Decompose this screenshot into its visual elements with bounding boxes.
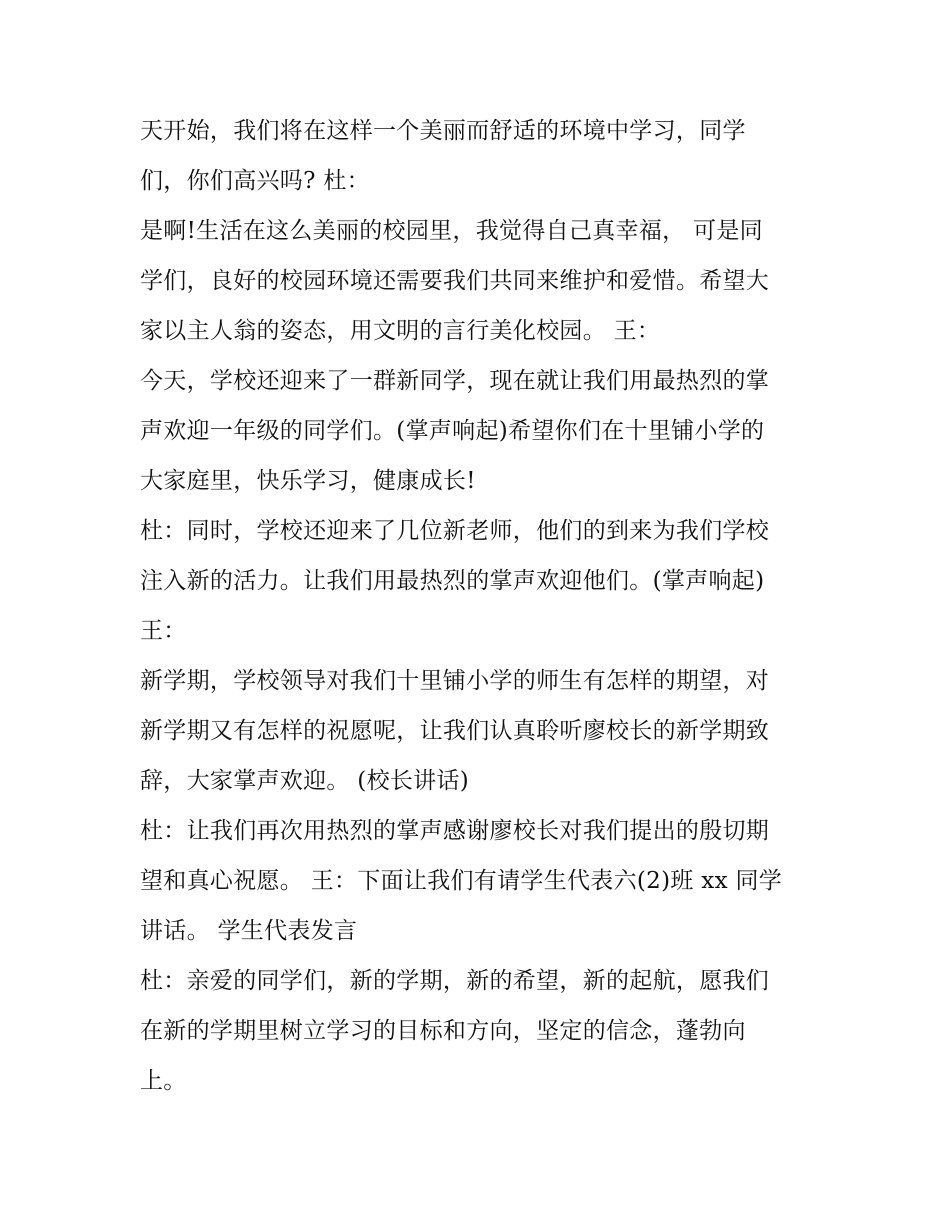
text-line: 们，你们高兴吗? 杜： [140,168,370,194]
text-line: 家以主人翁的姿态，用文明的言行美化校园。 王： [140,318,661,344]
text-line: 在新的学期里树立学习的目标和方向，坚定的信念，蓬勃向 [140,1018,746,1044]
text-line: 今天，学校还迎来了一群新同学，现在就让我们用最热烈的掌 [140,368,770,394]
text-line: 杜：同时，学校还迎来了几位新老师，他们的到来为我们学校 [140,518,770,544]
text-line: 上。 [140,1068,187,1094]
text-line: 杜：亲爱的同学们，新的学期，新的希望，新的起航，愿我们 [140,968,770,994]
text-line: 大家庭里，快乐学习，健康成长! [140,468,476,494]
text-line: 新学期又有怎样的祝愿呢，让我们认真聆听廖校长的新学期致 [140,718,770,744]
text-line: 王： [140,618,187,644]
text-line: 是啊!生活在这么美丽的校园里，我觉得自己真幸福， 可是同 [140,218,763,244]
text-line: 杜：让我们再次用热烈的掌声感谢廖校长对我们提出的殷切期 [140,818,770,844]
text-line: 注入新的活力。让我们用最热烈的掌声欢迎他们。(掌声响起) [140,568,765,594]
text-line: 讲话。 学生代表发言 [140,918,358,944]
text-line: 辞，大家掌声欢迎。 (校长讲话) [140,768,470,794]
text-line: 望和真心祝愿。 王：下面让我们有请学生代表六(2)班 xx 同学 [140,868,783,894]
text-line: 学们，良好的校园环境还需要我们共同来维护和爱惜。希望大 [140,268,770,294]
document-body [140,106,830,1106]
text-line: 天开始，我们将在这样一个美丽而舒适的环境中学习，同学 [140,118,746,144]
text-line: 新学期，学校领导对我们十里铺小学的师生有怎样的期望，对 [140,668,770,694]
text-line: 声欢迎一年级的同学们。(掌声响起)希望你们在十里铺小学的 [140,418,765,444]
